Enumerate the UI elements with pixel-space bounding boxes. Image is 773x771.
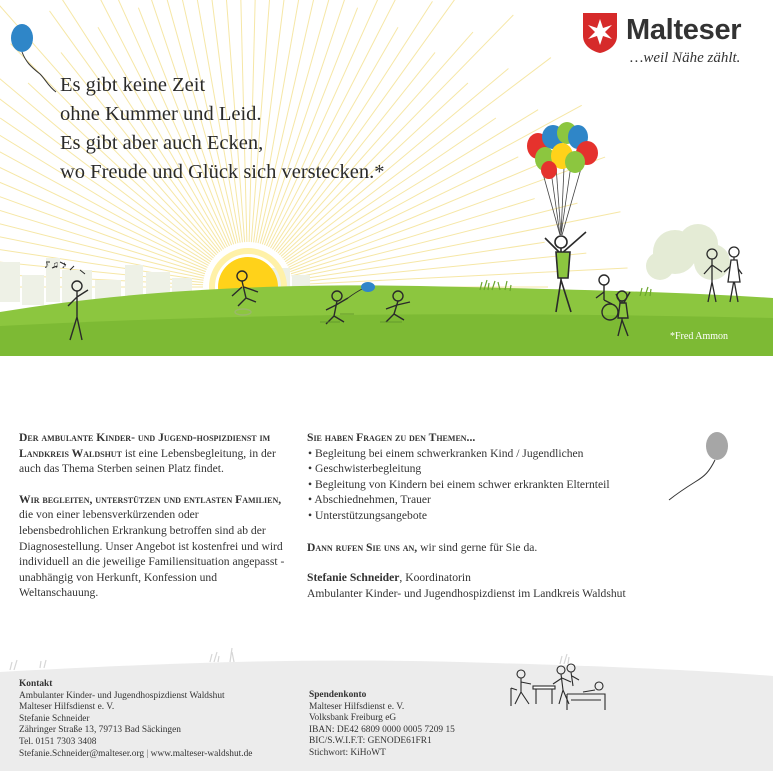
coordinator [307,570,707,586]
topic-item: • Abschiednehmen, Trauer [307,492,707,508]
intro-paragraph-2 [19,492,289,601]
contact-person: Stefanie Schneider [19,713,90,724]
topics-column [307,430,707,601]
contact-org2: Malteser Hilfsdienst e. V. [19,702,115,713]
hero-quote [60,71,385,187]
coordinator-name: Stefanie Schneider [307,571,400,585]
bank-keyword: Stichwort: KiHoWT [309,747,386,758]
topic-item: • Begleitung von Kindern bei einem schwer erkrankten Elternteil [307,477,707,493]
malteser-cross-icon [582,12,618,54]
contact-heading: Kontakt [19,679,53,689]
intro-text-1: ist eine Lebensbegleitung, in der auch das Thema Sterben seinen Platz findet. [19,446,276,476]
svg-text:♪ ♫ ♪: ♪ ♫ ♪ [44,260,67,271]
brand-name: Malteser [626,14,742,46]
bank-bic: BIC/S.W.I.F.T: GENODE61FR1 [309,736,432,747]
topic-item: • Unterstützungsangebote [307,508,707,524]
topics-heading: Sie haben Fragen zu den Themen... [307,431,476,444]
topic-item: • Geschwisterbegleitung [307,461,707,477]
call-text: wir sind gerne für Sie da. [417,540,538,554]
bank-heading: Spendenkonto [309,690,367,700]
contact-phone: Tel. 0151 7303 3408 [19,736,97,747]
blue-balloon-icon [11,24,56,92]
bank-iban: IBAN: DE42 6809 0000 0005 7209 15 [309,724,455,735]
call-to-action [307,540,707,556]
bank-name: Volksbank Freiburg eG [309,713,397,724]
malteser-logo [582,12,762,72]
coordinator-role: , Koordinatorin [399,571,471,585]
intro-column [19,430,289,616]
family-table-icon [505,660,610,715]
quote-line-2: ohne Kummer und Leid. [60,103,262,125]
hero-illustration [0,0,773,360]
footer-contact [19,679,252,760]
topic-item: • Begleitung bei einem schwerkranken Kind / Jugendlichen [307,446,707,462]
intro-heading-1: Der ambulante Kinder- und Jugend-hospizdienst im Landkreis Waldshut [19,431,271,460]
small-balloon-icon [361,282,375,292]
intro-paragraph-1 [19,430,289,477]
bank-holder: Malteser Hilfsdienst e. V. [309,701,405,712]
intro-heading-2: Wir begleiten, unterstützen und entlasten Familien, [19,492,282,506]
intro-text-2: die von einer lebensverkürzenden oder lebensbedrohlichen Erkrankung betroffen sind ab der Diagnosestellung. Unser Angebot ist kostenfrei und wird individuell an die jeweilige Familiensituation angepasst - unabhängig von Herkunft, Konfession und Weltanschauung. [19,508,285,600]
brand-tagline: …weil Nähe zählt. [630,50,741,66]
coordinator-org: Ambulanter Kinder- und Jugendhospizdienst im Landkreis Waldshut [307,586,626,600]
tree [646,224,730,280]
contact-separator: | [144,748,151,759]
quote-attribution: *Fred Ammon [670,331,729,342]
contact-website-link[interactable]: www.malteser-waldshut.de [150,748,253,759]
contact-email-link[interactable]: Stefanie.Schneider@malteser.org [19,748,145,759]
topics-list [307,446,707,524]
grey-balloon-icon [665,430,735,505]
quote-line-3: Es gibt aber auch Ecken, [60,132,264,154]
contact-links [19,749,252,761]
contact-org: Ambulanter Kinder- und Jugendhospizdienst Waldshut [19,690,225,701]
contact-address: Zähringer Straße 13, 79713 Bad Säckingen [19,725,181,736]
quote-line-4: wo Freude und Glück sich verstecken.* [60,161,385,183]
call-heading: Dann rufen Sie uns an, [307,540,418,554]
quote-line-1: Es gibt keine Zeit [60,74,206,96]
footer-bank [309,690,455,760]
